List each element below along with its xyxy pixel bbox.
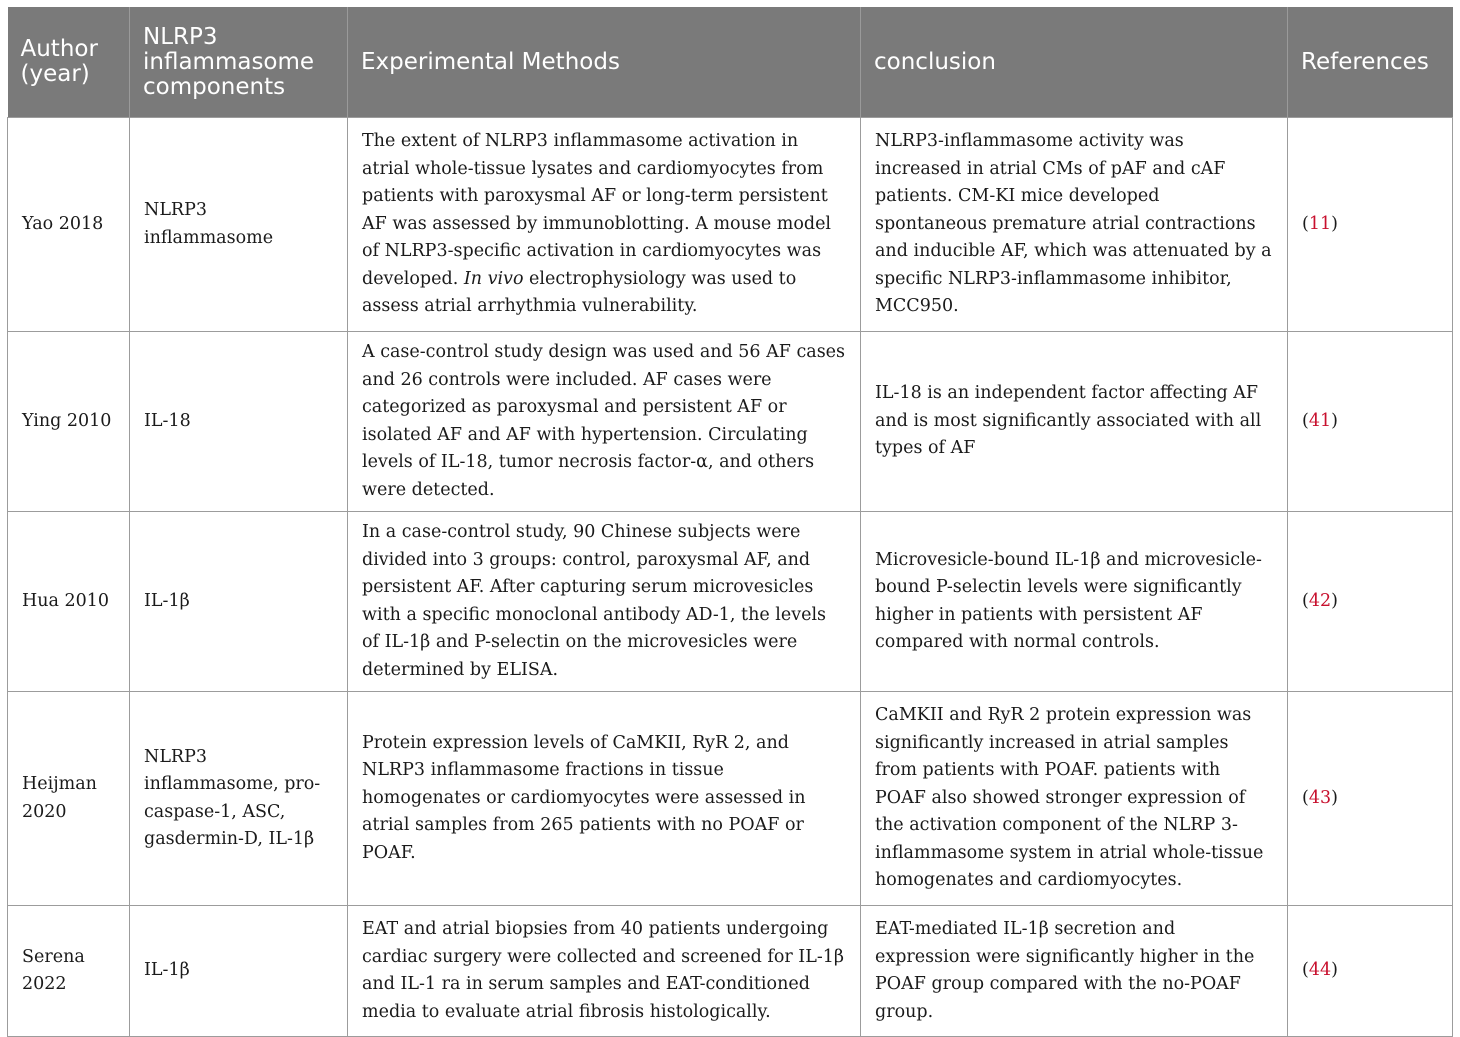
- cell-reference: (11): [1288, 118, 1453, 332]
- header-row: [8, 7, 1453, 118]
- methods-italic: In vivo: [463, 268, 524, 289]
- table-row: [8, 332, 1453, 512]
- cell-methods: EAT and atrial biopsies from 40 patients undergoing cardiac surgery were collected and screened for IL-1β and IL-1 ra in serum samples and EAT-conditioned media to evaluate atrial fibrosis histologically.: [348, 906, 861, 1037]
- cell-methods: A case-control study design was used and 56 AF cases and 26 controls were included. AF cases were categorized as paroxysmal and persistent AF or isolated AF and AF with hypertension. Circulating levels of IL-18, tumor necrosis factor-α, and others were detected.: [348, 332, 861, 512]
- cell-conclusion: EAT-mediated IL-1β secretion and expression were significantly higher in the POAF group compared with the no-POAF group.: [861, 906, 1288, 1037]
- reference-link[interactable]: 42: [1308, 590, 1332, 611]
- cell-components: NLRP3 inflammasome, pro-caspase-1, ASC, gasdermin-D, IL-1β: [130, 692, 348, 906]
- reference-link[interactable]: 44: [1308, 960, 1332, 981]
- header-components: NLRP3 inflammasome components: [130, 7, 348, 118]
- cell-components: IL-1β: [130, 906, 348, 1037]
- cell-methods: In a case-control study, 90 Chinese subjects were divided into 3 groups: control, paroxysmal AF, and persistent AF. After capturing serum microvesicles with a specific monoclonal antibody AD-1, the levels of IL-1β and P-selectin on the microvesicles were determined by ELISA.: [348, 512, 861, 692]
- cell-conclusion: CaMKII and RyR 2 protein expression was significantly increased in atrial samples from patients with POAF. patients with POAF also showed stronger expression of the activation component of the NLRP 3-inflammasome system in atrial whole-tissue homogenates and cardiomyocytes.: [861, 692, 1288, 906]
- reference-link[interactable]: 43: [1308, 787, 1332, 808]
- cell-components: IL-1β: [130, 512, 348, 692]
- study-table: [7, 7, 1453, 1037]
- cell-author: Heijman 2020: [8, 692, 130, 906]
- cell-methods: Protein expression levels of CaMKII, RyR 2, and NLRP3 inflammasome fractions in tissue homogenates or cardiomyocytes were assessed in atrial samples from 265 patients with no POAF or POAF.: [348, 692, 861, 906]
- cell-components: NLRP3 inflammasome: [130, 118, 348, 332]
- table-body: [8, 118, 1453, 1037]
- header-author: Author (year): [8, 7, 130, 118]
- table-row: [8, 906, 1453, 1037]
- cell-author: Yao 2018: [8, 118, 130, 332]
- reference-link[interactable]: 41: [1308, 410, 1332, 431]
- reference-link[interactable]: 11: [1308, 213, 1332, 234]
- cell-reference: (43): [1288, 692, 1453, 906]
- cell-conclusion: NLRP3-inflammasome activity was increased in atrial CMs of pAF and cAF patients. CM-KI mice developed spontaneous premature atrial contractions and inducible AF, which was attenuated by a specific NLRP3-inflammasome inhibitor, MCC950.: [861, 118, 1288, 332]
- cell-conclusion: IL-18 is an independent factor affecting AF and is most significantly associated with all types of AF: [861, 332, 1288, 512]
- table-row: [8, 512, 1453, 692]
- header-conclusion: conclusion: [861, 7, 1288, 118]
- cell-reference: (42): [1288, 512, 1453, 692]
- table-row: [8, 692, 1453, 906]
- cell-reference: (41): [1288, 332, 1453, 512]
- table-container: [7, 7, 1452, 1037]
- cell-author: Serena 2022: [8, 906, 130, 1037]
- cell-methods: [348, 118, 861, 332]
- cell-author: Hua 2010: [8, 512, 130, 692]
- table-row: [8, 118, 1453, 332]
- cell-components: IL-18: [130, 332, 348, 512]
- header-methods: Experimental Methods: [348, 7, 861, 118]
- cell-reference: (44): [1288, 906, 1453, 1037]
- table-header: [8, 7, 1453, 118]
- cell-conclusion: Microvesicle-bound IL-1β and microvesicle-bound P-selectin levels were significantly higher in patients with persistent AF compared with normal controls.: [861, 512, 1288, 692]
- methods-text: electrophysiology was used to assess atrial arrhythmia vulnerability.: [362, 268, 797, 317]
- methods-text: The extent of NLRP3 inflammasome activation in atrial whole-tissue lysates and cardiomyocytes from patients with paroxysmal AF or long-term persistent AF was assessed by immunoblotting. A mouse model of NLRP3-specific activation in cardiomyocytes was developed.: [362, 131, 832, 289]
- header-references: References: [1288, 7, 1453, 118]
- cell-author: Ying 2010: [8, 332, 130, 512]
